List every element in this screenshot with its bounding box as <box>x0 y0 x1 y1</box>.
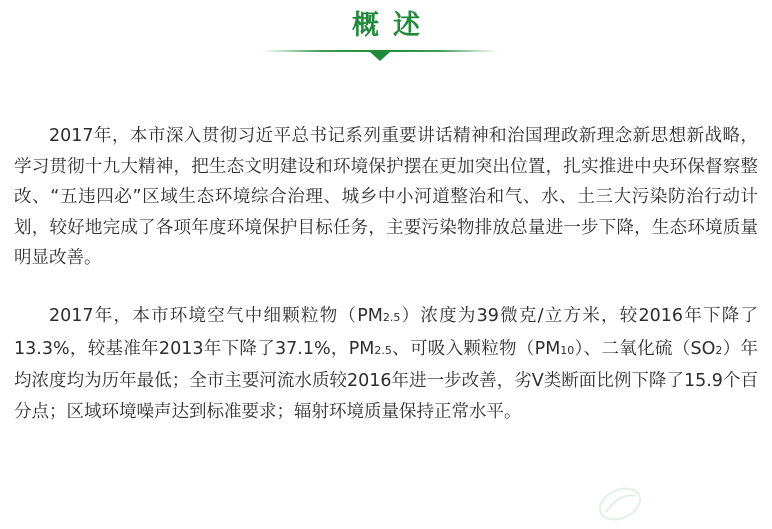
text-segment: 2017年，本市环境空气中细颗粒物（PM <box>49 305 383 326</box>
text-segment: 、可吸入颗粒物（PM <box>391 338 561 359</box>
pm-subscript: 2.5 <box>382 310 401 324</box>
paragraph-environment-quality <box>14 301 758 427</box>
paragraph-summary: 2017年，本市深入贯彻习近平总书记系列重要讲话精神和治国理政新理念新思想新战略，学习贯彻十九大精神，把生态文明建设和环境保护摆在更加突出位置，扎实推进中央环保督察整改、“五违四必”区域生态环境综合治理、城乡中小河道整治和气、水、土三大污染防治行动计划，较好地完成了各项年度环境保护目标任务，主要污染物排放总量进一步下降，生态环境质量明显改善。 <box>14 126 758 269</box>
so-subscript: 2 <box>715 343 723 357</box>
overview-body <box>14 121 758 427</box>
text-segment: ）浓度为39微克/立方米，较2016年下降了13.3%，较基准年2013年下降了37.1%，PM <box>14 305 758 359</box>
pm-subscript: 2.5 <box>374 343 392 357</box>
watermark-logo <box>596 484 644 522</box>
title-divider <box>262 44 498 64</box>
text-segment: ）年均浓度均为历年最低；全市主要河流水质较2016年进一步改善，劣Ⅴ类断面比例下降了15.9个百分点；区域环境噪声达到标准要求；辐射环境质量保持正常水平。 <box>14 338 759 422</box>
pm-subscript: 10 <box>560 343 575 357</box>
section-header <box>0 0 772 70</box>
section-title: 概述 <box>352 10 434 41</box>
text-segment: ）、二氧化硫（SO <box>574 338 716 359</box>
